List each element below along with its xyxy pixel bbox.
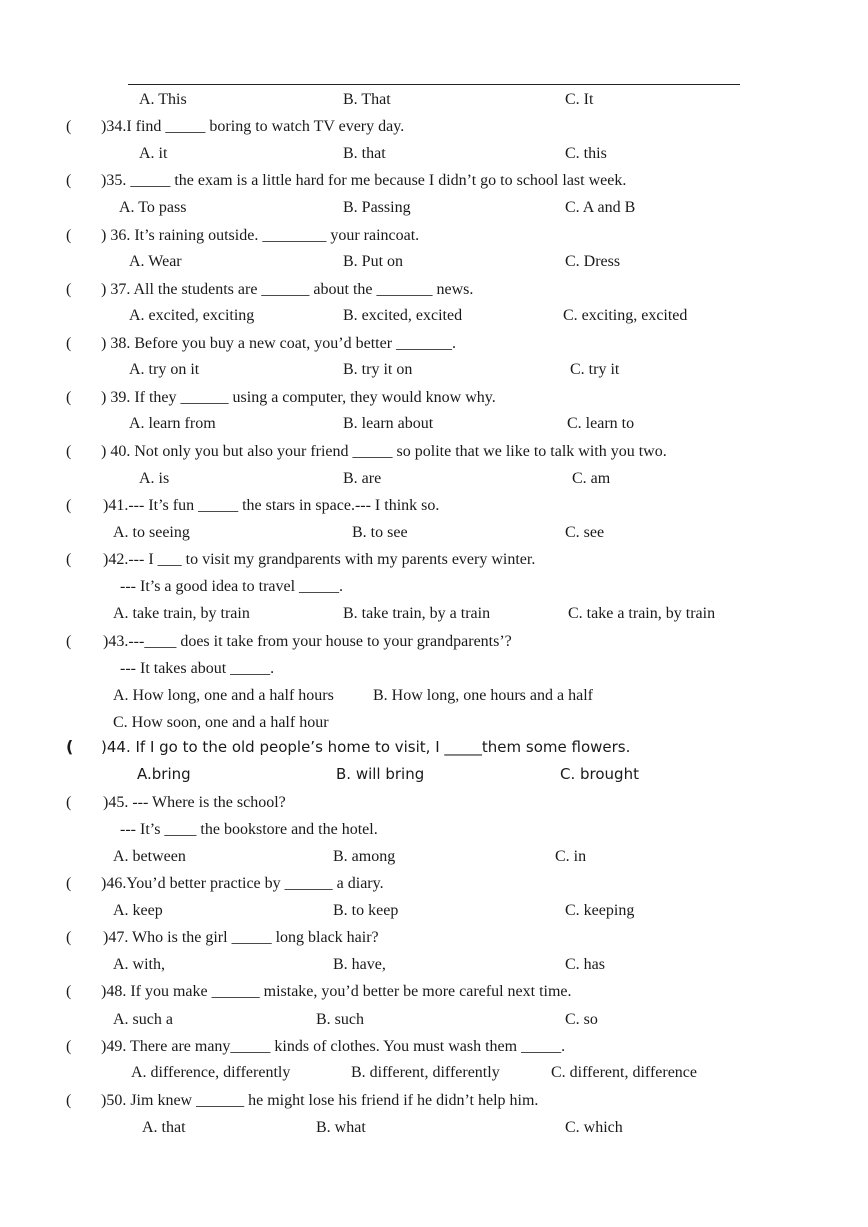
answer-paren: ( — [66, 551, 72, 568]
answer-paren: ( — [66, 794, 72, 811]
option-text: --- It’s a good idea to travel _____. — [120, 578, 344, 595]
option-text: B. That — [343, 91, 391, 108]
answer-paren: ( — [66, 118, 72, 135]
question-text: )42.--- I ___ to visit my grandparents with my parents every winter. — [103, 551, 536, 568]
question-text: )34.I find _____ boring to watch TV every day. — [101, 118, 405, 135]
answer-paren: ( — [66, 389, 72, 406]
question-text: )35. _____ the exam is a little hard for me because I didn’t go to school last week. — [101, 172, 627, 189]
option-text: A. to seeing — [113, 524, 190, 541]
option-text: C. learn to — [567, 415, 635, 432]
option-text: A.bring — [137, 765, 191, 783]
answer-paren: ( — [66, 227, 72, 244]
question-text: ) 38. Before you buy a new coat, you’d better _______. — [101, 335, 457, 352]
answer-paren: ( — [66, 875, 72, 892]
option-text: B. take train, by a train — [343, 605, 491, 622]
option-text: B. such — [316, 1011, 364, 1028]
answer-paren: ( — [66, 737, 74, 756]
question-text: )48. If you make ______ mistake, you’d better be more careful next time. — [101, 983, 572, 1000]
answer-paren: ( — [66, 497, 72, 514]
option-text: B. different, differently — [351, 1064, 500, 1081]
option-text: C. brought — [560, 765, 639, 783]
option-text: C. try it — [570, 361, 620, 378]
option-text: B. what — [316, 1119, 366, 1136]
option-text: C. It — [565, 91, 594, 108]
question-text: )41.--- It’s fun _____ the stars in space.--- I think so. — [103, 497, 440, 514]
option-text: C. has — [565, 956, 605, 973]
option-text: --- It’s ____ the bookstore and the hotel. — [120, 821, 378, 838]
option-text: A. excited, exciting — [129, 307, 255, 324]
option-text: B. Put on — [343, 253, 404, 270]
option-text: A. that — [142, 1119, 186, 1136]
question-text: )44. If I go to the old people’s home to visit, I _____them some flowers. — [101, 738, 631, 756]
answer-paren: ( — [66, 983, 72, 1000]
option-text: A. between — [113, 848, 186, 865]
option-text: A. keep — [113, 902, 163, 919]
option-text: C. different, difference — [551, 1064, 698, 1081]
option-text: C. so — [565, 1011, 598, 1028]
option-text: B. to keep — [333, 902, 399, 919]
option-text: A. is — [139, 470, 170, 487]
answer-paren: ( — [66, 443, 72, 460]
option-text: A. This — [139, 91, 187, 108]
option-text: C. which — [565, 1119, 623, 1136]
answer-paren: ( — [66, 1092, 72, 1109]
answer-paren: ( — [66, 172, 72, 189]
option-text: C. keeping — [565, 902, 635, 919]
question-text: ) 40. Not only you but also your friend _____ so polite that we like to talk with you two. — [101, 443, 667, 460]
question-text: )47. Who is the girl _____ long black hair? — [103, 929, 379, 946]
option-text: B. try it on — [343, 361, 413, 378]
answer-paren: ( — [66, 281, 72, 298]
answer-paren: ( — [66, 929, 72, 946]
question-text: )46.You’d better practice by ______ a diary. — [101, 875, 384, 892]
option-text: B. How long, one hours and a half — [373, 687, 593, 704]
option-text: C. Dress — [565, 253, 621, 270]
option-text: B. among — [333, 848, 396, 865]
option-text: A. learn from — [129, 415, 216, 432]
option-text: C. in — [555, 848, 587, 865]
option-text: A. difference, differently — [131, 1064, 291, 1081]
option-text: C. take a train, by train — [568, 605, 716, 622]
answer-paren: ( — [66, 335, 72, 352]
question-text: ) 39. If they ______ using a computer, they would know why. — [101, 389, 496, 406]
question-text: )49. There are many_____ kinds of clothes. You must wash them _____. — [101, 1038, 566, 1055]
option-text: C. see — [565, 524, 605, 541]
option-text: A. with, — [113, 956, 165, 973]
option-text: C. am — [572, 470, 611, 487]
option-text: B. Passing — [343, 199, 411, 216]
option-text: B. will bring — [336, 765, 425, 783]
option-text: A. take train, by train — [113, 605, 250, 622]
question-text: )43.---____ does it take from your house to your grandparents’? — [103, 633, 512, 650]
option-text: B. to see — [352, 524, 408, 541]
answer-paren: ( — [66, 633, 72, 650]
question-text: )45. --- Where is the school? — [103, 794, 286, 811]
question-text: ) 36. It’s raining outside. ________ your raincoat. — [101, 227, 420, 244]
answer-paren: ( — [66, 1038, 72, 1055]
option-text: A. such a — [113, 1011, 173, 1028]
top-rule — [128, 84, 740, 85]
option-text: --- It takes about _____. — [120, 660, 275, 677]
option-text: C. How soon, one and a half hour — [113, 714, 329, 731]
option-text: B. have, — [333, 956, 386, 973]
option-text: C. this — [565, 145, 607, 162]
option-text: A. How long, one and a half hours — [113, 687, 334, 704]
option-text: A. try on it — [129, 361, 200, 378]
option-text: B. that — [343, 145, 386, 162]
option-text: C. A and B — [565, 199, 636, 216]
option-text: C. exciting, excited — [563, 307, 688, 324]
option-text: B. excited, excited — [343, 307, 463, 324]
option-text: B. learn about — [343, 415, 434, 432]
option-text: A. Wear — [129, 253, 182, 270]
option-text: A. it — [139, 145, 168, 162]
option-text: B. are — [343, 470, 382, 487]
option-text: A. To pass — [119, 199, 187, 216]
question-text: ) 37. All the students are ______ about the _______ news. — [101, 281, 474, 298]
question-text: )50. Jim knew ______ he might lose his friend if he didn’t help him. — [101, 1092, 539, 1109]
